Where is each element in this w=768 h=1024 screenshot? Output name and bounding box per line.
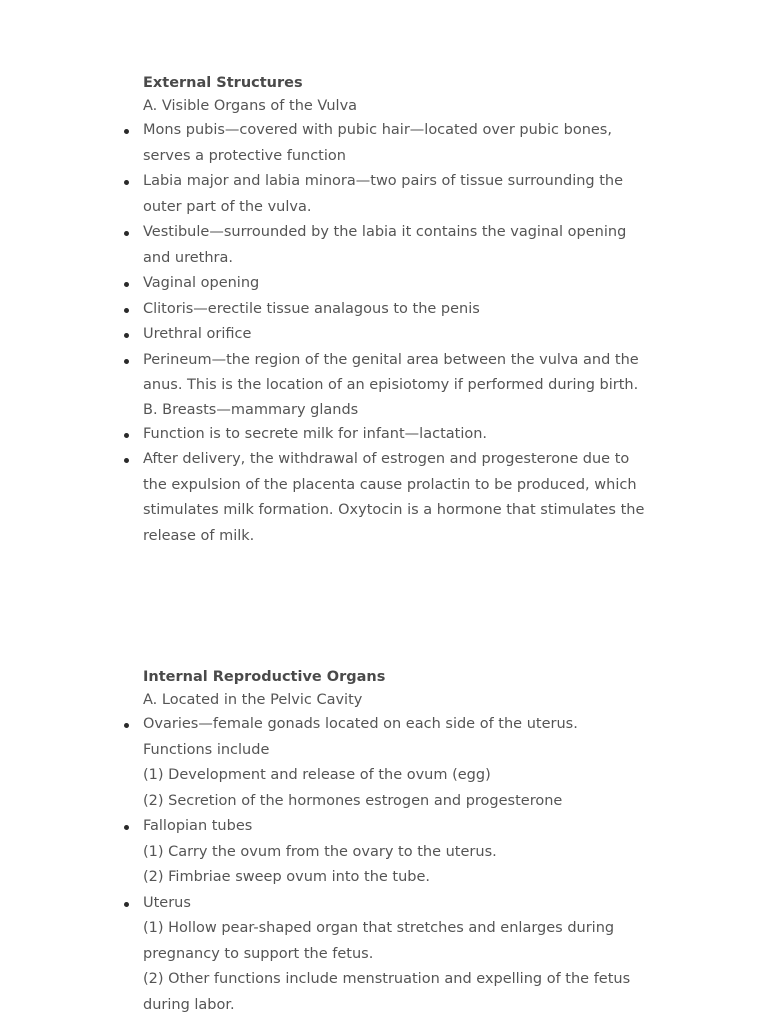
section-heading: External Structures (143, 75, 303, 91)
list-item: After delivery, the withdrawal of estrogen and progesterone due to the expulsion of the placenta cause prolactin to be produced, which stimulates milk formation. Oxytocin is a hormone that stimulates the release of milk. (143, 447, 648, 549)
list-item: Vaginal opening (143, 271, 648, 297)
sub-item: (1) Development and release of the ovum (egg) (143, 767, 491, 783)
list-item: Mons pubis—covered with pubic hair—located over pubic bones, serves a protective function (143, 118, 648, 169)
section-heading: Internal Reproductive Organs (143, 669, 386, 685)
subheading-vulva: A. Visible Organs of the Vulva (143, 98, 358, 114)
list-item: Labia major and labia minora—two pairs of tissue surrounding the outer part of the vulva. (143, 169, 648, 220)
list-item-label: Ovaries—female gonads located on each side of the uterus. Functions include (143, 716, 578, 758)
list-item: Vestibule—surrounded by the labia it contains the vaginal opening and urethra. (143, 220, 648, 271)
list-item: Perineum—the region of the genital area between the vulva and the anus. This is the location of an episiotomy if performed during birth. (143, 348, 648, 399)
internal-organs-section (143, 666, 648, 1018)
list-item-label: Fallopian tubes (143, 818, 253, 834)
list-item-uterus (143, 891, 648, 1019)
list-item-ovaries (143, 712, 648, 814)
vulva-list (143, 118, 648, 399)
sub-item: (2) Other functions include menstruation and expelling of the fetus during labor. (143, 971, 631, 1013)
external-structures-section (143, 72, 648, 549)
breast-list (143, 422, 648, 550)
subheading-pelvic: A. Located in the Pelvic Cavity (143, 692, 363, 708)
list-item: Function is to secrete milk for infant—lactation. (143, 422, 648, 448)
sub-item: (1) Carry the ovum from the ovary to the uterus. (143, 843, 497, 860)
subheading-breasts: B. Breasts—mammary glands (143, 401, 359, 418)
list-item: Urethral orifice (143, 322, 648, 348)
sub-item: (1) Hollow pear-shaped organ that stretches and enlarges during pregnancy to support the fetus. (143, 920, 615, 962)
internal-organs-list (143, 712, 648, 1018)
list-item-label: Uterus (143, 894, 191, 911)
sub-item: (2) Secretion of the hormones estrogen and progesterone (143, 792, 563, 809)
sub-item: (2) Fimbriae sweep ovum into the tube. (143, 869, 431, 885)
list-item-fallopian (143, 814, 648, 891)
list-item: Clitoris—erectile tissue analagous to the penis (143, 297, 648, 323)
